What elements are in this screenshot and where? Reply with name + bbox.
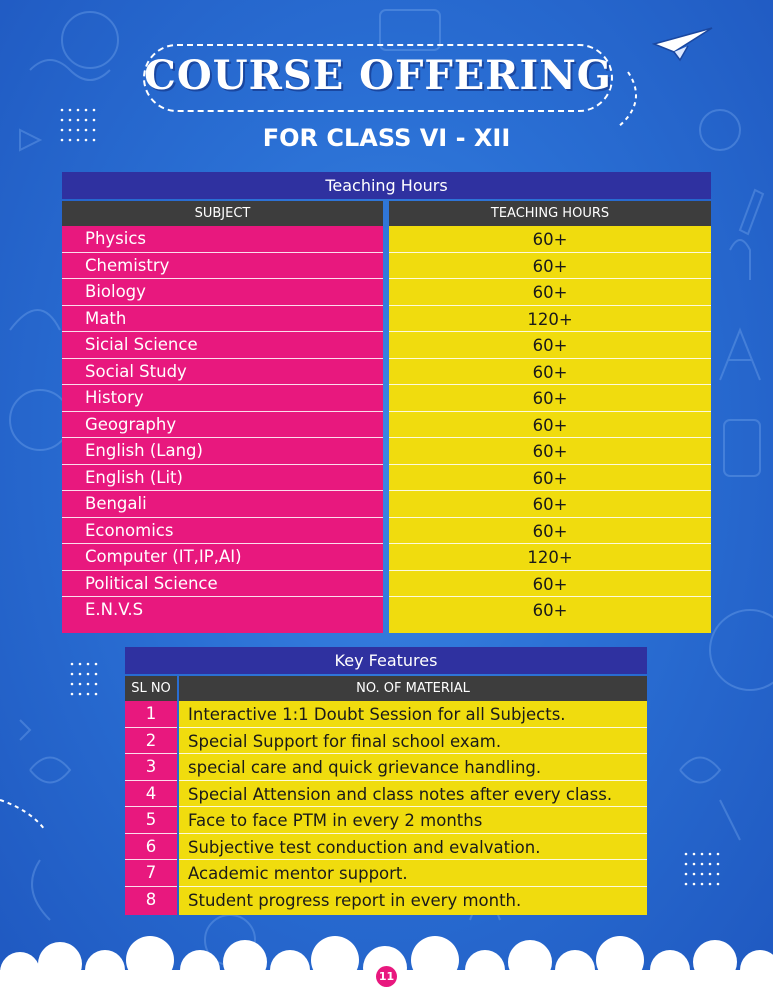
table-row	[389, 571, 711, 598]
column-header-material: NO. OF MATERIAL	[179, 676, 647, 701]
table-row	[389, 253, 711, 280]
table-row	[125, 754, 177, 781]
table-row	[179, 834, 647, 861]
table-row	[62, 279, 383, 306]
feature-cell: Interactive 1:1 Doubt Session for all Subjects.	[188, 705, 566, 724]
subject-cell: Biology	[85, 282, 146, 301]
table-row	[389, 279, 711, 306]
table-row	[62, 544, 383, 571]
hours-cell: 60+	[532, 256, 568, 276]
table-row	[389, 597, 711, 624]
sl-no-cell: 5	[145, 810, 157, 829]
subject-cell: E.N.V.S	[85, 600, 144, 619]
table-row	[389, 518, 711, 545]
subject-cell: English (Lang)	[85, 441, 203, 460]
column-header-teaching-hours: TEACHING HOURS	[389, 201, 711, 226]
table-row	[62, 597, 383, 624]
table-row	[179, 860, 647, 887]
table-row	[125, 860, 177, 887]
subject-cell: Bengali	[85, 494, 147, 513]
table-row	[389, 332, 711, 359]
dot-grid	[684, 852, 724, 886]
table-row	[389, 438, 711, 465]
paper-plane-icon	[652, 26, 714, 62]
material-column	[179, 701, 647, 915]
teaching-hours-table-title: Teaching Hours	[62, 172, 711, 199]
subject-cell: Geography	[85, 414, 177, 434]
table-row	[179, 754, 647, 781]
feature-cell: Face to face PTM in every 2 months	[188, 811, 483, 830]
table-row	[62, 518, 383, 545]
feature-cell: Subjective test conduction and evalvation.	[188, 837, 541, 857]
dot-grid	[70, 662, 106, 696]
key-features-table-title: Key Features	[125, 647, 647, 674]
table-row	[389, 226, 711, 253]
subject-cell: Social Study	[85, 361, 187, 381]
column-header-sl-no: SL NO	[125, 676, 177, 701]
hours-cell: 60+	[532, 521, 568, 541]
feature-cell: Student progress report in every month.	[188, 890, 522, 910]
sl-no-cell: 2	[145, 730, 157, 750]
table-row	[389, 544, 711, 571]
feature-cell: Special Support for final school exam.	[188, 731, 502, 751]
sl-no-cell: 3	[145, 757, 157, 776]
table-row	[62, 571, 383, 598]
table-row	[125, 807, 177, 834]
sl-no-column	[125, 701, 177, 915]
page-subtitle: FOR CLASS VI - XII	[262, 124, 511, 152]
table-row	[179, 701, 647, 728]
sl-no-cell: 7	[145, 863, 157, 882]
hours-cell: 60+	[532, 415, 568, 435]
feature-cell: special care and quick grievance handling.	[188, 758, 542, 777]
table-row	[179, 887, 647, 914]
subject-cell: English (Lit)	[85, 467, 183, 487]
sl-no-cell: 1	[145, 704, 157, 723]
subject-column	[62, 226, 383, 633]
sl-no-cell: 6	[145, 836, 157, 856]
hours-cell: 60+	[532, 495, 568, 514]
hours-cell: 60+	[532, 283, 568, 302]
hours-cell: 60+	[532, 336, 568, 355]
subject-cell: Math	[85, 308, 127, 328]
table-row	[62, 438, 383, 465]
subject-cell: Economics	[85, 520, 174, 540]
table-row	[62, 359, 383, 386]
hours-cell: 120+	[527, 309, 573, 329]
table-row	[62, 332, 383, 359]
table-row	[125, 887, 177, 914]
table-row	[62, 412, 383, 439]
hours-cell: 60+	[532, 601, 568, 620]
table-row	[125, 701, 177, 728]
table-row	[389, 465, 711, 492]
table-row	[62, 385, 383, 412]
hours-cell: 60+	[532, 362, 568, 382]
table-row	[62, 226, 383, 253]
subject-cell: History	[85, 388, 144, 407]
feature-cell: Academic mentor support.	[188, 864, 408, 883]
table-row	[179, 781, 647, 808]
table-row	[62, 253, 383, 280]
hours-cell: 60+	[532, 442, 568, 461]
page-number: 11	[376, 966, 397, 987]
hours-cell: 60+	[532, 230, 568, 249]
table-row	[179, 728, 647, 755]
page-title: COURSE OFFERING	[144, 52, 612, 99]
table-row	[389, 385, 711, 412]
table-row	[62, 491, 383, 518]
hours-cell: 60+	[532, 574, 568, 594]
table-row	[62, 465, 383, 492]
column-header-subject: SUBJECT	[62, 201, 383, 226]
table-row	[62, 306, 383, 333]
table-row	[389, 306, 711, 333]
table-row	[125, 834, 177, 861]
table-row	[125, 728, 177, 755]
subject-cell: Physics	[85, 229, 147, 248]
subject-cell: Political Science	[85, 573, 218, 593]
table-row	[179, 807, 647, 834]
subject-cell: Computer (IT,IP,AI)	[85, 547, 242, 566]
hours-cell: 60+	[532, 389, 568, 408]
table-row	[389, 359, 711, 386]
sl-no-cell: 4	[145, 783, 157, 803]
teaching-hours-column	[389, 226, 711, 633]
hours-cell: 120+	[527, 548, 573, 567]
subject-cell: Chemistry	[85, 255, 170, 275]
cloud-border	[0, 930, 773, 1000]
table-row	[389, 412, 711, 439]
sl-no-cell: 8	[145, 889, 157, 909]
subject-cell: Sicial Science	[85, 335, 198, 354]
hours-cell: 60+	[532, 468, 568, 488]
table-row	[125, 781, 177, 808]
feature-cell: Special Attension and class notes after every class.	[188, 784, 613, 804]
table-row	[389, 491, 711, 518]
